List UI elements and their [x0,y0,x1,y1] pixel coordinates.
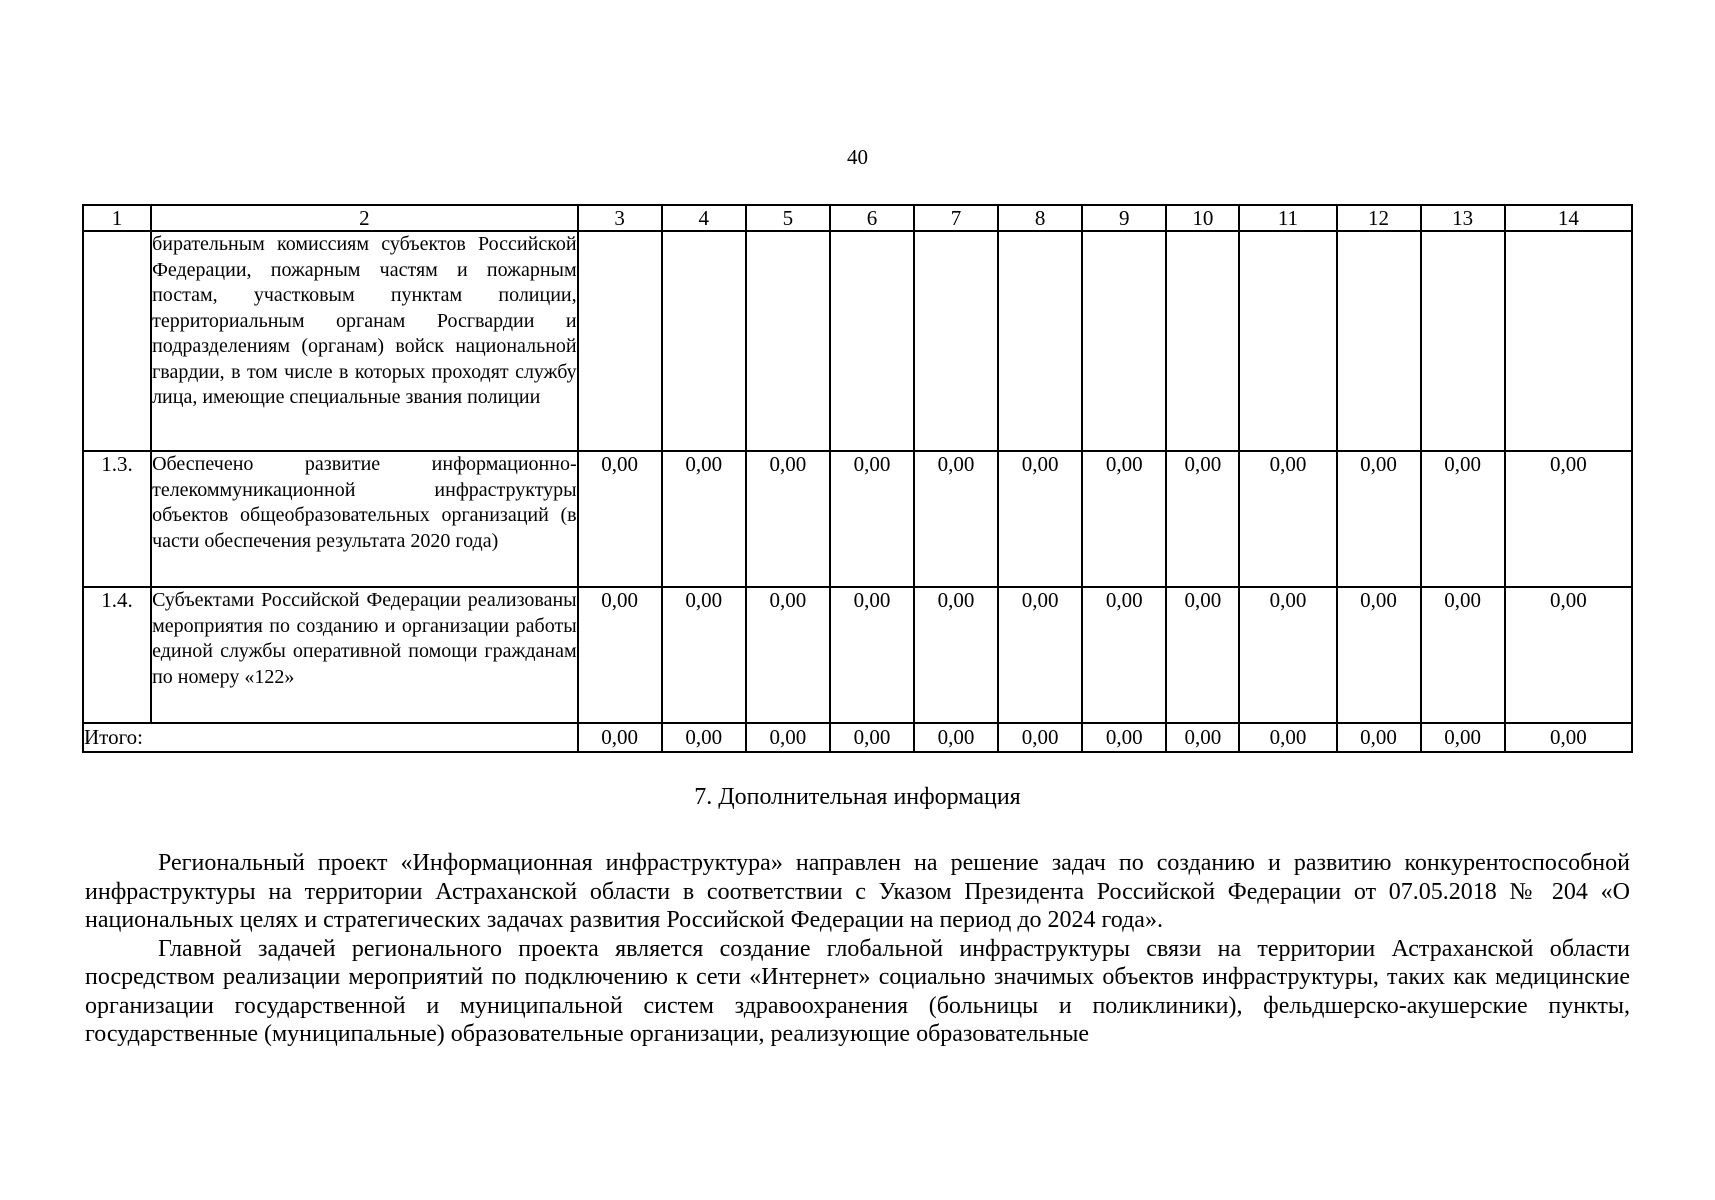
value-cell [578,231,662,451]
column-header: 11 [1239,205,1336,231]
value-cell: 0,00 [746,587,830,723]
row-description: бирательным комиссиям субъектов Российской Федерации, пожарным частям и пожарным постам, участковым пунктам полиции, территориальным органам Росгвардии и подразделениям (органам) войск национальной гвардии, в том числе в которых проходят службу лица, имеющие специальные звания полиции [151,231,578,451]
row-number: 1.4. [83,587,151,723]
row-number: 1.3. [83,451,151,587]
value-cell: 0,00 [746,451,830,587]
table-row [83,587,1632,723]
column-header: 1 [83,205,151,231]
column-header: 14 [1505,205,1632,231]
column-header: 3 [578,205,662,231]
value-cell: 0,00 [1239,451,1336,587]
value-cell: 0,00 [830,451,914,587]
value-cell: 0,00 [830,587,914,723]
column-header: 10 [1166,205,1239,231]
paragraph: Главной задачей регионального проекта является создание глобальной инфраструктуры связи на территории Астраханской области посредством реализации мероприятий по подключению к сети «Интернет» социально значимых объектов инфраструктуры, таких как медицинские организации государственной и муниципальной систем здравоохранения (больницы и поликлиники), фельдшерско-акушерские пункты, государственные (муниципальные) образовательные организации, реализующие образовательные [85,935,1630,1047]
row-description: Субъектами Российской Федерации реализованы мероприятия по созданию и организации работы единой службы оперативной помощи гражданам по номеру «122» [151,587,578,723]
value-cell: 0,00 [662,451,746,587]
value-cell [746,231,830,451]
value-cell: 0,00 [662,587,746,723]
value-cell: 0,00 [914,587,998,723]
budget-table [82,204,1633,753]
value-cell: 0,00 [914,451,998,587]
value-cell: 0,00 [1166,451,1239,587]
total-value-cell: 0,00 [1166,723,1239,752]
value-cell: 0,00 [1337,451,1421,587]
total-value-cell: 0,00 [1505,723,1632,752]
value-cell [1239,231,1336,451]
total-value-cell: 0,00 [998,723,1082,752]
column-header: 4 [662,205,746,231]
column-header: 2 [151,205,578,231]
column-header: 5 [746,205,830,231]
section-heading: 7. Дополнительная информация [694,784,1021,810]
total-label: Итого: [83,723,578,752]
value-cell: 0,00 [1239,587,1336,723]
total-value-cell: 0,00 [1421,723,1505,752]
value-cell [1337,231,1421,451]
page-number: 40 [847,145,868,169]
total-row [83,723,1632,752]
total-value-cell: 0,00 [662,723,746,752]
value-cell: 0,00 [578,451,662,587]
value-cell [830,231,914,451]
value-cell [914,231,998,451]
row-number [83,231,151,451]
total-value-cell: 0,00 [1239,723,1336,752]
column-header: 12 [1337,205,1421,231]
value-cell: 0,00 [1082,587,1166,723]
total-value-cell: 0,00 [830,723,914,752]
value-cell: 0,00 [1505,451,1632,587]
column-header: 9 [1082,205,1166,231]
value-cell: 0,00 [1421,587,1505,723]
value-cell [1166,231,1239,451]
table-header-row [83,205,1632,231]
value-cell [998,231,1082,451]
table-row [83,451,1632,587]
column-header: 6 [830,205,914,231]
value-cell [1421,231,1505,451]
paragraph: Региональный проект «Информационная инфраструктура» направлен на решение задач по созданию и развитию конкурентоспособной инфраструктуры на территории Астраханской области в соответствии с Указом Президента Российской Федерации от 07.05.2018 № 204 «О национальных целях и стратегических задачах развития Российской Федерации на период до 2024 года». [85,850,1630,933]
column-header: 8 [998,205,1082,231]
value-cell: 0,00 [1421,451,1505,587]
table-row [83,231,1632,451]
value-cell: 0,00 [578,587,662,723]
value-cell [1505,231,1632,451]
total-value-cell: 0,00 [914,723,998,752]
row-description: Обеспечено развитие информационно-телекоммуникационной инфраструктуры объектов общеобразовательных организаций (в части обеспечения результата 2020 года) [151,451,578,587]
value-cell [662,231,746,451]
value-cell: 0,00 [1505,587,1632,723]
total-value-cell: 0,00 [1337,723,1421,752]
value-cell: 0,00 [998,451,1082,587]
value-cell: 0,00 [1337,587,1421,723]
section-body [85,849,1630,1049]
column-header: 13 [1421,205,1505,231]
value-cell: 0,00 [1166,587,1239,723]
value-cell: 0,00 [998,587,1082,723]
value-cell: 0,00 [1082,451,1166,587]
total-value-cell: 0,00 [746,723,830,752]
total-value-cell: 0,00 [1082,723,1166,752]
column-header: 7 [914,205,998,231]
total-value-cell: 0,00 [578,723,662,752]
value-cell [1082,231,1166,451]
